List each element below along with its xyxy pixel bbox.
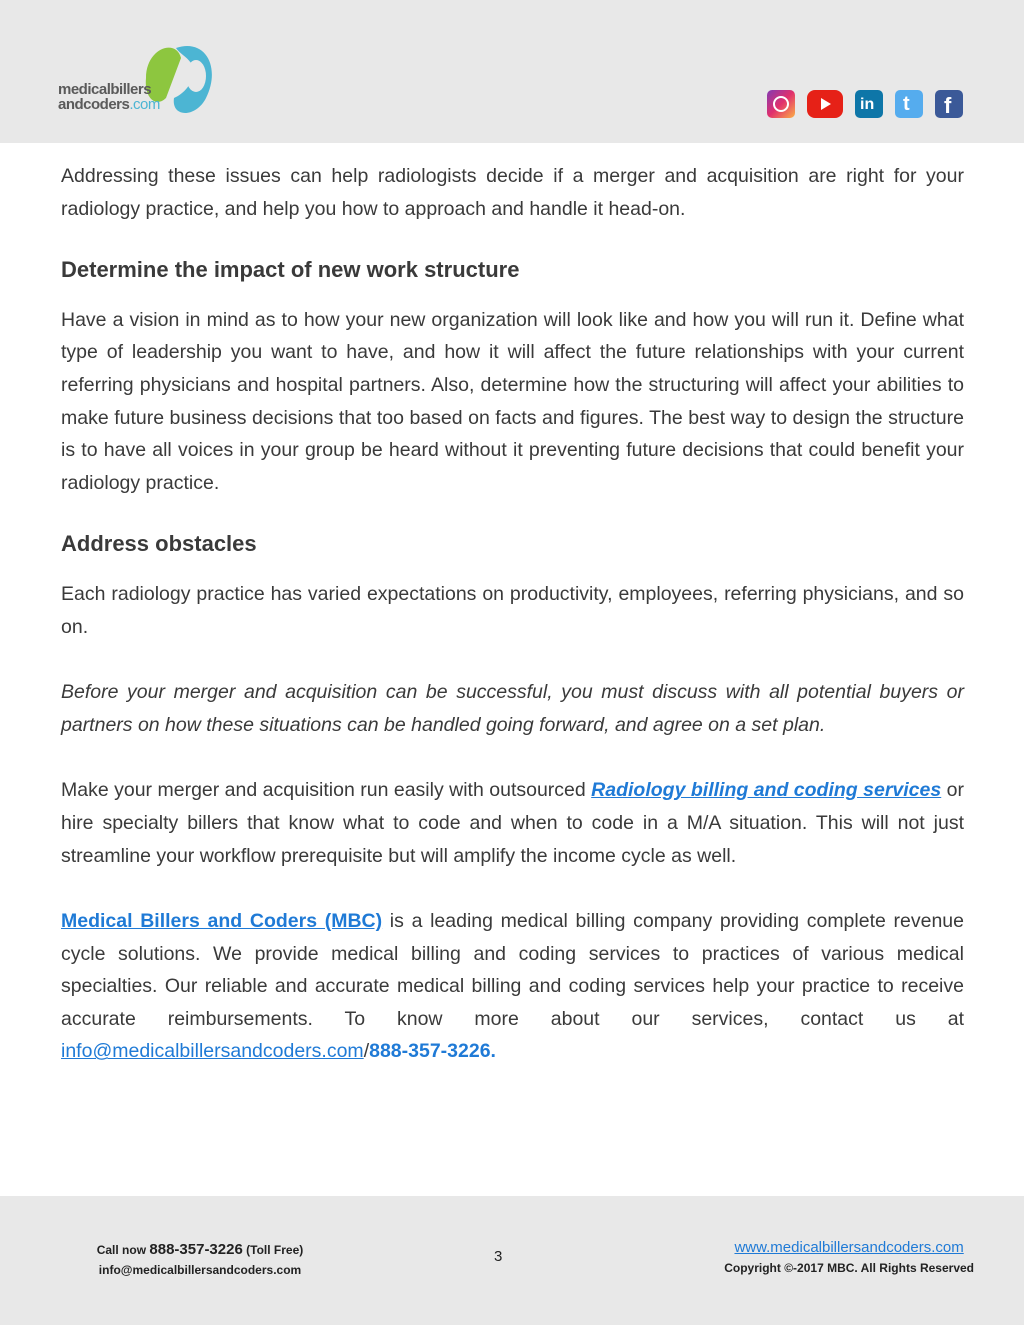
about-paragraph [61, 905, 964, 1068]
linkedin-icon[interactable]: in [855, 90, 883, 118]
logo-text [58, 82, 160, 112]
outsource-text-before: Make your merger and acquisition run easily with outsourced [61, 779, 592, 802]
radiology-billing-link[interactable]: Radiology billing and coding services [591, 779, 942, 802]
about-text: is a leading medical billing company providing complete revenue cycle solutions. We provide medical billing and coding services to practices of various medical specialties. Our reliable and accurate medical billing and coding services help your practice to receive accurate reimbursements. To know more about our services, contact us at [61, 910, 964, 1030]
contact-separator: / [363, 1040, 370, 1063]
intro-paragraph: Addressing these issues can help radiologists decide if a merger and acquisition are right for your radiology practice, and help you how to approach and handle it head-on. [61, 165, 964, 220]
mbc-link[interactable]: Medical Billers and Coders (MBC) [61, 910, 383, 933]
facebook-icon[interactable]: f [935, 90, 963, 118]
social-icons [767, 90, 963, 118]
footer-phone[interactable]: 888-357-3226 [149, 1241, 243, 1258]
section-heading-work-structure: Determine the impact of new work structure [61, 257, 520, 283]
logo-line2: andcoders [58, 96, 130, 113]
twitter-icon[interactable]: t [895, 90, 923, 118]
contact-phone[interactable]: 888-357-3226. [369, 1040, 496, 1063]
footer-call-label: Call now [96, 1243, 150, 1257]
outsource-text-after: or hire specialty billers that know what to code and when to code in a M/A situation. This will not just streamline your workflow prerequisite but will amplify the income cycle as well. [61, 779, 965, 867]
contact-email-link[interactable]: info@medicalbillersandcoders.com [61, 1040, 364, 1063]
footer-toll-free: (Toll Free) [242, 1243, 304, 1257]
page-footer [0, 1196, 1024, 1325]
page-number: 3 [494, 1248, 503, 1265]
youtube-icon[interactable] [807, 90, 843, 118]
footer-copyright: Copyright ©-2017 MBC. All Rights Reserved [724, 1261, 974, 1275]
footer-website-link[interactable]: www.medicalbillersandcoders.com [734, 1239, 964, 1256]
section-heading-obstacles: Address obstacles [61, 531, 257, 557]
logo-line1: medicalbillers [58, 81, 152, 98]
outsource-paragraph [61, 774, 964, 872]
company-logo[interactable] [58, 38, 218, 122]
obstacles-paragraph: Each radiology practice has varied expectations on productivity, employees, referring physicians, and so on. [61, 582, 964, 638]
work-structure-paragraph: Have a vision in mind as to how your new organization will look like and how you will run it. Define what type of leadership you want to have, and how it will affect the future relationships with your current referring physicians and hospital partners. Also, determine how the structuring will affect your abilities to make future business decisions that too based on facts and figures. The best way to design the structure is to have all voices in your group be heard without it preventing future decisions that could benefit your radiology practice. [61, 308, 964, 494]
logo-suffix: .com [129, 96, 160, 113]
footer-contact [80, 1240, 320, 1280]
footer-website-block [724, 1238, 974, 1278]
instagram-icon[interactable] [767, 90, 795, 118]
obstacles-italic-paragraph: Before your merger and acquisition can be successful, you must discuss with all potential buyers or partners on how these situations can be handled going forward, and agree on a set plan. [61, 681, 964, 736]
page-header [0, 0, 1024, 143]
page-content [61, 160, 964, 1068]
footer-email[interactable]: info@medicalbillersandcoders.com [98, 1263, 302, 1277]
